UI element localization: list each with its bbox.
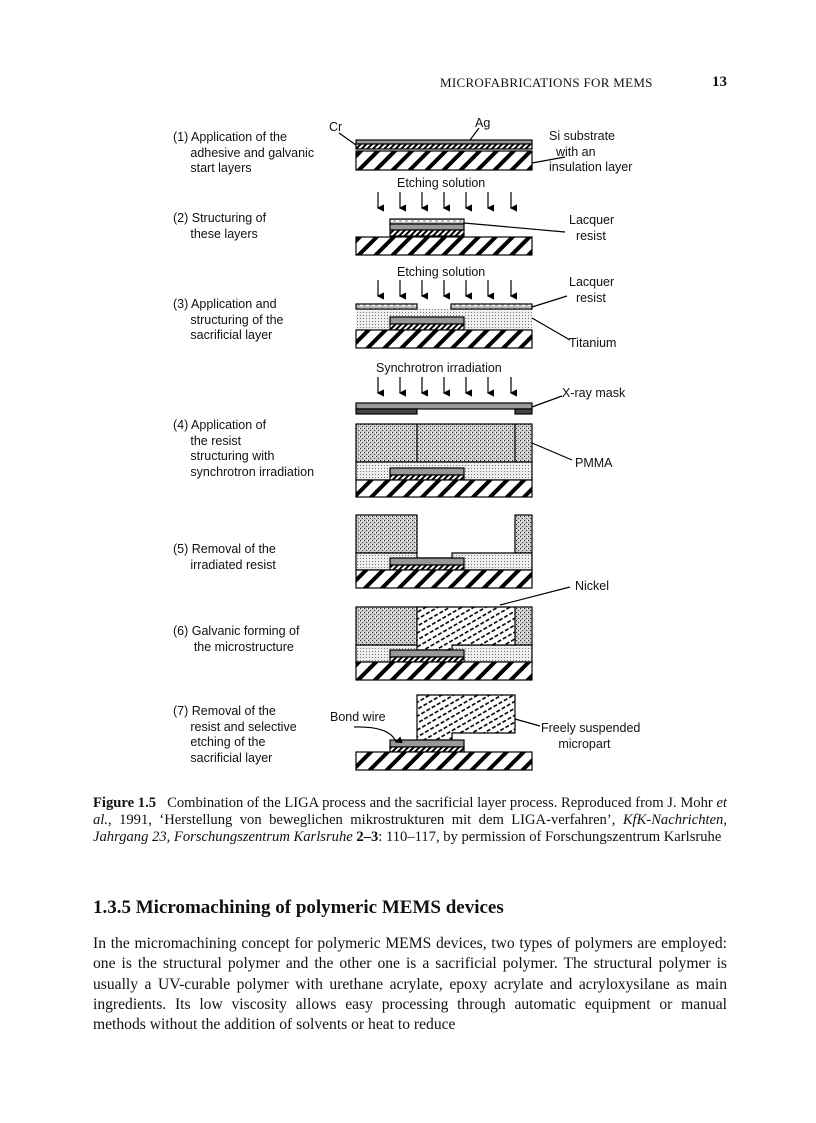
- lacquer-resist-label-2: Lacquer resist: [569, 275, 615, 305]
- caption-text: Combination of the LIGA process and the sacrificial layer process. Reproduced from J. Mohr: [167, 795, 717, 811]
- caption-journal: KfK-Nachrichten, Jahrgang 23, Forschungszentrum Karlsruhe: [93, 811, 727, 845]
- pmma-label: PMMA: [575, 456, 613, 470]
- etching-solution-label-2: Etching solution: [397, 265, 486, 279]
- running-header: MICROFABRICATIONS FOR MEMS: [440, 75, 653, 90]
- ag-label: Ag: [475, 116, 491, 130]
- caption-text-3: : 110–117, by permission of Forschungszentrum Karlsruhe: [378, 828, 722, 845]
- caption-etal: et al.: [93, 795, 727, 828]
- etch-arrows-2: [378, 280, 511, 296]
- figure-label: Figure 1.5: [93, 795, 157, 811]
- step-5-label: (5) Removal of the irradiated resist: [173, 542, 276, 572]
- lacquer-resist-label-1: Lacquer resist: [569, 213, 615, 243]
- step-2-label: (2) Structuring of these layers: [173, 211, 267, 241]
- xray-mask: [356, 403, 532, 409]
- synchrotron-label: Synchrotron irradiation: [376, 361, 502, 375]
- si-substrate-label: Si substrate with an insulation layer: [549, 129, 633, 174]
- step-7-label: (7) Removal of the resist and selective etching of the sacrificial layer: [173, 704, 297, 765]
- page-number: 13: [712, 74, 727, 90]
- nickel-label: Nickel: [575, 579, 610, 593]
- section-heading: 1.3.5 Micromachining of polymeric MEMS devices: [93, 897, 504, 918]
- step-3-label: (3) Application and structuring of the sacrificial layer: [173, 297, 284, 342]
- si-substrate: [356, 151, 532, 170]
- caption-volume: 2–3: [356, 828, 379, 845]
- freely-suspended-label: Freely suspended micropart: [541, 721, 641, 751]
- figure-caption: [93, 795, 727, 845]
- cr-label: Cr: [329, 120, 343, 134]
- step-1-label: (1) Application of the adhesive and galvanic start layers: [173, 130, 315, 175]
- step-6-label: (6) Galvanic forming of the microstructure: [173, 624, 300, 654]
- xray-arrows: [378, 377, 511, 393]
- body-paragraph: In the micromachining concept for polymeric MEMS devices, two types of polymers are employed: one is the structural polymer and the other one is a sacrificial polymer. The structural polymer is usually a UV-curable polymer with urethane acrylate, epoxy acrylate and acryloxysilane as main ingredients. Its low viscosity allows easy processing through automatic equipment or manual methods without the addition of solvents or heat to reduce: [93, 935, 727, 1034]
- titanium-label: Titanium: [569, 336, 617, 350]
- etch-arrows-1: [378, 192, 511, 208]
- cr-layer: [356, 144, 532, 149]
- step-4-label: (4) Application of the resist structuring with synchrotron irradiation: [173, 418, 315, 479]
- etching-solution-label-1: Etching solution: [397, 176, 486, 190]
- caption-text-2: , 1991, ‘Herstellung von beweglichen mikrostrukturen mit dem LIGA-verfahren’,: [108, 811, 623, 828]
- xray-mask-label: X-ray mask: [562, 386, 626, 400]
- ag-layer: [356, 140, 532, 144]
- bond-wire-label: Bond wire: [330, 710, 386, 724]
